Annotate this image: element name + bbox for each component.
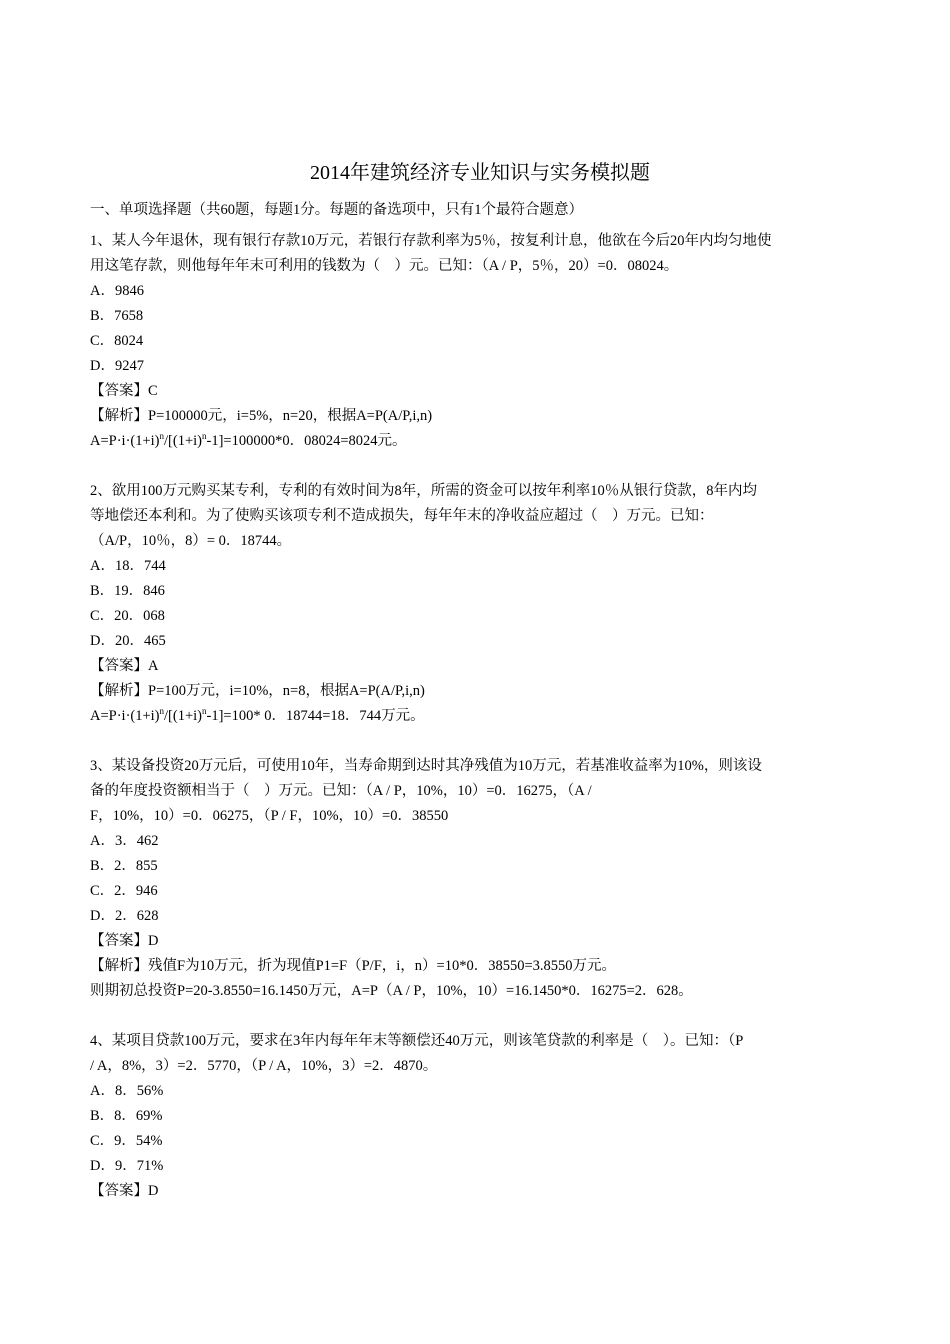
answer-line: 【答案】C (90, 383, 158, 399)
answer-line: 【答案】A (90, 658, 159, 674)
option-c: C．9．54% (90, 1133, 163, 1149)
option-d: D．2．628 (90, 908, 159, 924)
option-d: D．9．71% (90, 1158, 164, 1174)
formula-part: -1]=100* 0．18744=18．744万元。 (206, 708, 425, 724)
formula-part: A=P·i·(1+i) (90, 433, 160, 449)
analysis-line: 【解析】P=100万元，i=10%，n=8，根据A=P(A/P,i,n) (90, 683, 425, 699)
question-stem-line: 等地偿还本利和。为了使购买该项专利不造成损失，每年年末的净收益应超过（ ）万元。已知： (90, 508, 714, 524)
question-stem-line: 备的年度投资额相当于（ ）万元。已知：（A / P，10%，10）=0．16275，（A / (90, 783, 592, 799)
option-b: B．19．846 (90, 583, 165, 599)
formula-line (90, 429, 870, 454)
question-stem-line: F，10%，10）=0．06275，（P / F，10%，10）=0．38550 (90, 808, 449, 824)
question-stem-line: 4、某项目贷款100万元，要求在3年内每年年末等额偿还40万元，则该笔贷款的利率是（ ）。已知：（P (90, 1033, 744, 1049)
section-heading: 一、单项选择题（共60题，每题1分。每题的备选项中，只有1个最符合题意） (90, 202, 583, 218)
answer-line: 【答案】D (90, 933, 159, 949)
answer-line: 【答案】D (90, 1183, 159, 1199)
option-a: A．9846 (90, 283, 144, 299)
question-4 (90, 1029, 870, 1204)
spacer (90, 1004, 870, 1029)
option-c: C．2．946 (90, 883, 158, 899)
spacer (90, 454, 870, 479)
exponent: n (202, 431, 207, 442)
spacer (90, 729, 870, 754)
document-title: 2014年建筑经济专业知识与实务模拟题 (310, 162, 650, 184)
option-b: B．2．855 (90, 858, 158, 874)
option-d: D．20．465 (90, 633, 166, 649)
question-stem-line: （A/P，10％，8）= 0．18744。 (90, 533, 292, 549)
analysis-line: 【解析】残值F为10万元，折为现值P1=F（P/F，i，n）=10*0．38550=3.8550万元。 (90, 958, 617, 974)
option-c: C．8024 (90, 333, 144, 349)
exponent: n (202, 706, 207, 717)
formula-part: /[(1+i) (164, 433, 202, 449)
option-b: B．8．69% (90, 1108, 163, 1124)
formula-part: -1]=100000*0．08024=8024元。 (206, 433, 407, 449)
option-a: A．8．56% (90, 1083, 164, 1099)
exponent: n (159, 431, 165, 442)
question-3 (90, 754, 870, 1004)
document-page (90, 158, 870, 1204)
option-a: A．18．744 (90, 558, 166, 574)
question-stem-line: 2、欲用100万元购买某专利，专利的有效时间为8年，所需的资金可以按年利率10％从银行贷款，8年内均 (90, 483, 757, 499)
formula-part: /[(1+i) (164, 708, 202, 724)
question-stem-line: 用这笔存款，则他每年年末可利用的钱数为（ ）元。已知：（A / P，5％，20）=0．08024。 (90, 258, 679, 274)
question-stem-line: 1、某人今年退休，现有银行存款10万元，若银行存款利率为5％，按复利计息，他欲在今后20年内均匀地使 (90, 233, 772, 249)
question-1 (90, 229, 870, 454)
option-b: B．7658 (90, 308, 144, 324)
option-d: D．9247 (90, 358, 144, 374)
analysis-line: 【解析】P=100000元，i=5%，n=20，根据A=P(A/P,i,n) (90, 408, 433, 424)
formula-line (90, 704, 870, 729)
exponent: n (159, 706, 165, 717)
question-2 (90, 479, 870, 729)
question-stem-line: 3、某设备投资20万元后，可使用10年，当寿命期到达时其净残值为10万元，若基准收益率为10%，则该设 (90, 758, 762, 774)
analysis-line: 则期初总投资P=20-3.8550=16.1450万元，A=P（A / P，10%，10）=16.1450*0．16275=2．628。 (90, 983, 693, 999)
option-c: C．20．068 (90, 608, 165, 624)
option-a: A．3．462 (90, 833, 159, 849)
formula-part: A=P·i·(1+i) (90, 708, 160, 724)
question-stem-line: / A，8%，3）=2．5770，（P / A，10%，3）=2．4870。 (90, 1058, 438, 1074)
